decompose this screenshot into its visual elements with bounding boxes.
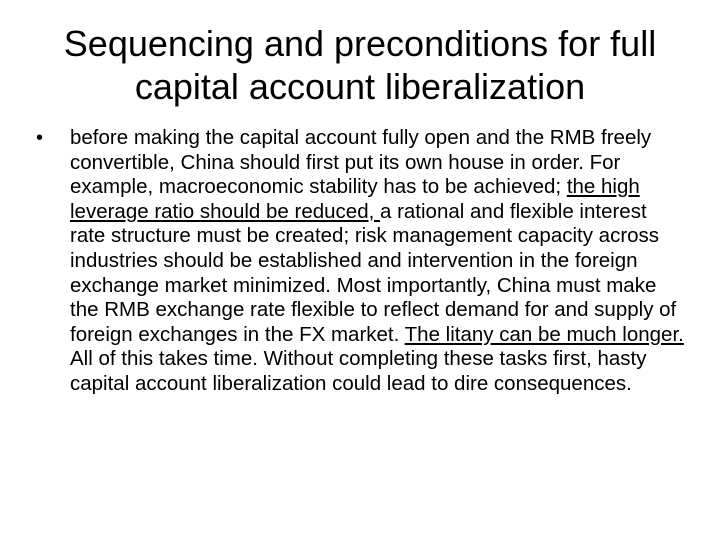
bullet-text-segment: before making the capital account fully open and the RMB freely convertible, China should first put its own house in order. For example, macroeconomic stability has to be achieved; — [70, 126, 652, 199]
bullet-icon: • — [36, 127, 44, 149]
bullet-text — [70, 126, 684, 395]
bullet-item — [36, 126, 686, 397]
underlined-phrase: the high leverage ratio should be reduced, — [70, 175, 640, 223]
bullet-text-segment: All of this takes time. Without completing these tasks first, hasty capital account liberalization could lead to dire consequences. — [70, 347, 647, 395]
slide-body — [36, 126, 686, 397]
underlined-phrase: The litany can be much longer. — [404, 322, 684, 346]
bullet-text-segment: a rational and flexible interest rate structure must be created; risk management capacity across industries should be established and intervention in the foreign exchange market minimized. Most importantly, China must make the RMB exchange rate flexible to reflect demand for and supply of foreign exchanges in the FX market. — [70, 199, 677, 346]
slide-title: Sequencing and preconditions for full capital account liberalization — [63, 23, 657, 107]
